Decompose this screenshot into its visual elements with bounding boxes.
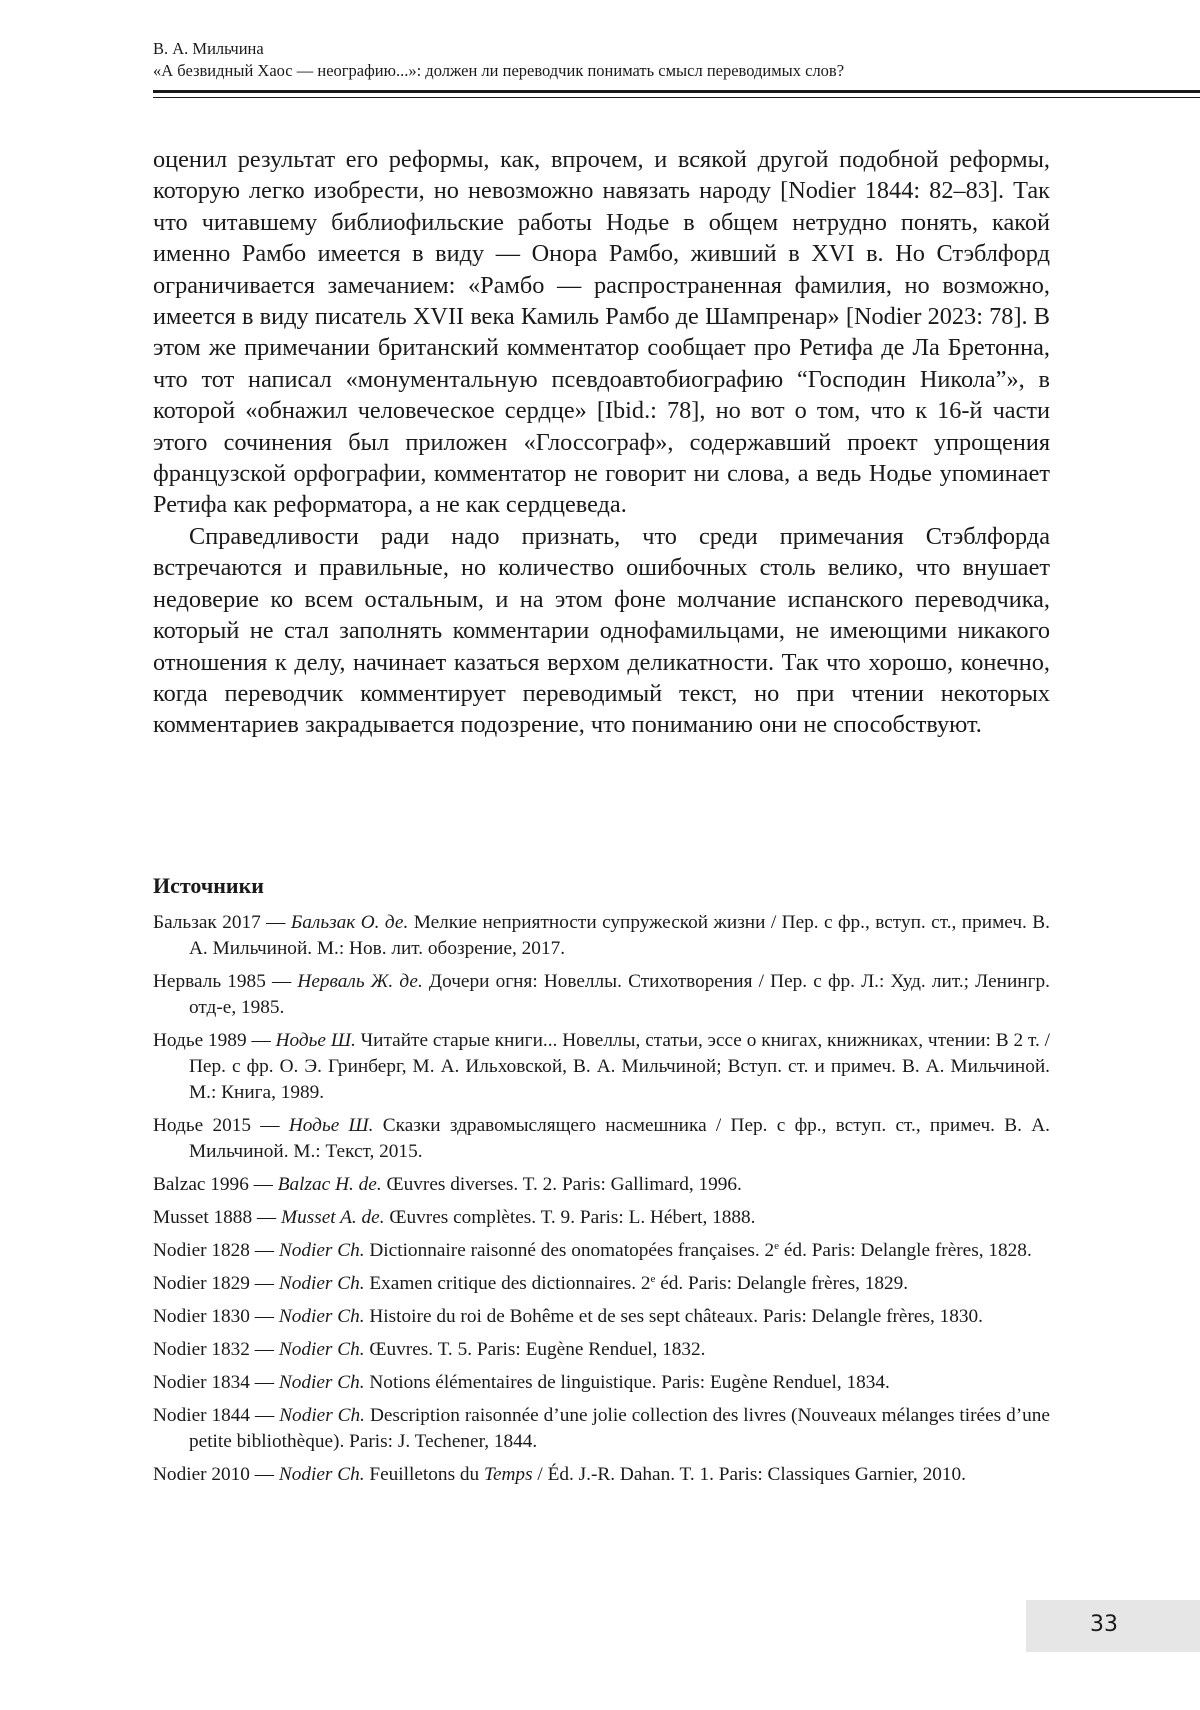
header-title: «А безвидный Хаос — неографию...»: должен ли переводчик понимать смысл переводимых слов?	[153, 60, 1200, 82]
reference-text: éd. Paris: Delangle frères, 1828.	[779, 1240, 1032, 1261]
reference-item	[153, 910, 1050, 962]
reference-author: Nodier Ch.	[279, 1273, 365, 1294]
reference-author: Нодье Ш.	[276, 1030, 356, 1051]
reference-key: Nodier 1834 —	[153, 1372, 279, 1393]
paragraph: оценил результат его реформы, как, впрочем, и всякой другой подобной реформы, которую легко изобрести, но невозможно навязать народу [Nodier 1844: 82–83]. Так что читавшему библиофильские работы Нодье в общем нетрудно понять, какой именно Рамбо имеется в виду — Онора Рамбо, живший в XVI в. Но Стэблфорд ограничивается замечанием: «Рамбо — распространенная фамилия, но возможно, имеется в виду писатель XVII века Камиль Рамбо де Шампренар» [Nodier 2023: 78]. В этом же примечании британский комментатор сообщает про Ретифа де Ла Бретонна, что тот написал «монументальную псевдоавтобиографию “Господин Никола”», в которой «обнажил человеческое сердце» [Ibid.: 78], но вот о том, что к 16-й части этого сочинения был приложен «Глоссограф», содержавший проект упрощения французской орфографии, комментатор не говорит ни слова, а ведь Нодье упоминает Ретифа как реформатора, а не как сердцеведа.	[153, 144, 1050, 521]
reference-author: Balzac H. de.	[278, 1174, 382, 1195]
reference-item	[153, 1462, 1050, 1488]
reference-author: Nodier Ch.	[279, 1405, 365, 1426]
reference-item	[153, 1238, 1050, 1264]
reference-text: Сказки здравомыслящего насмешника / Пер. с фр., вступ. ст., примеч. В. А. Мильчиной. М.: Текст, 2015.	[189, 1115, 1050, 1162]
reference-text: Œuvres complètes. T. 9. Paris: L. Hébert, 1888.	[385, 1207, 756, 1228]
reference-author: Нерваль Ж. де.	[297, 971, 422, 992]
reference-text: Œuvres diverses. T. 2. Paris: Gallimard, 1996.	[382, 1174, 742, 1195]
reference-item	[153, 1028, 1050, 1106]
reference-item	[153, 1370, 1050, 1396]
reference-item	[153, 1271, 1050, 1297]
reference-author: Nodier Ch.	[279, 1339, 365, 1360]
reference-list	[153, 910, 1050, 1495]
reference-item	[153, 1172, 1050, 1198]
page-number: 33	[1090, 1610, 1118, 1640]
reference-author: Nodier Ch.	[279, 1464, 365, 1485]
reference-item	[153, 1205, 1050, 1231]
reference-text: / Éd. J.-R. Dahan. T. 1. Paris: Classiques Garnier, 2010.	[533, 1464, 966, 1485]
paragraph: Справедливости ради надо признать, что среди примечания Стэблфорда встречаются и правильные, но количество ошибочных столь велико, что внушает недоверие ко всем остальным, и на этом фоне молчание испанского переводчика, который не стал заполнять комментарии однофамильцами, не имеющими никакого отношения к делу, начинает казаться верхом деликатности. Так что хорошо, конечно, когда переводчик комментирует переводимый текст, но при чтении некоторых комментариев закрадывается подозрение, что пониманию они не способствуют.	[153, 521, 1050, 741]
header-author: В. А. Мильчина	[153, 38, 1200, 60]
reference-key: Nodier 2010 —	[153, 1464, 279, 1485]
reference-key: Balzac 1996 —	[153, 1174, 278, 1195]
reference-superscript: e	[650, 1273, 655, 1285]
reference-key: Нодье 1989 —	[153, 1030, 276, 1051]
reference-text: Dictionnaire raisonné des onomatopées françaises. 2	[365, 1240, 775, 1261]
reference-text: éd. Paris: Delangle frères, 1829.	[655, 1273, 908, 1294]
reference-author: Nodier Ch.	[279, 1240, 365, 1261]
reference-text: Histoire du roi de Bohême et de ses sept châteaux. Paris: Delangle frères, 1830.	[365, 1306, 983, 1327]
reference-text: Мелкие неприятности супружеской жизни / Пер. с фр., вступ. ст., примеч. В. А. Мильчиной. М.: Нов. лит. обозрение, 2017.	[189, 912, 1050, 959]
reference-text: Читайте старые книги... Новеллы, статьи, эссе о книгах, книжниках, чтении: В 2 т. / Пер. с фр. О. Э. Гринберг, М. А. Ильховской, В. А. Мильчиной; Вступ. ст. и примеч. В. А. Мильчиной. М.: Книга, 1989.	[189, 1030, 1050, 1103]
header-rule-thick	[153, 90, 1200, 93]
reference-text: Дочери огня: Новеллы. Стихотворения / Пер. с фр. Л.: Худ. лит.; Ленингр. отд-е, 1985.	[189, 971, 1050, 1018]
reference-key: Nodier 1829 —	[153, 1273, 279, 1294]
reference-key: Nodier 1830 —	[153, 1306, 279, 1327]
reference-text: Feuilletons du	[365, 1464, 484, 1485]
reference-key: Нодье 2015 —	[153, 1115, 289, 1136]
reference-author: Nodier Ch.	[279, 1306, 365, 1327]
reference-text: Œuvres. T. 5. Paris: Eugène Renduel, 1832.	[365, 1339, 706, 1360]
header-rule-thin	[153, 97, 1200, 98]
reference-item	[153, 969, 1050, 1021]
reference-author: Musset A. de.	[281, 1207, 385, 1228]
reference-author: Нодье Ш.	[289, 1115, 374, 1136]
reference-title: Temps	[484, 1464, 533, 1485]
reference-key: Бальзак 2017 —	[153, 912, 291, 933]
reference-key: Нерваль 1985 —	[153, 971, 297, 992]
reference-key: Nodier 1844 —	[153, 1405, 279, 1426]
reference-item	[153, 1304, 1050, 1330]
header-rule	[153, 90, 1200, 98]
reference-text: Notions élémentaires de linguistique. Paris: Eugène Renduel, 1834.	[365, 1372, 890, 1393]
reference-text: Description raisonnée d’une jolie collection des livres (Nouveaux mélanges tirées d’une petite bibliothèque). Paris: J. Techener, 1844.	[189, 1405, 1050, 1452]
reference-item	[153, 1337, 1050, 1363]
running-header	[153, 38, 1200, 82]
reference-item	[153, 1403, 1050, 1455]
reference-key: Nodier 1828 —	[153, 1240, 279, 1261]
sources-heading: Источники	[153, 872, 264, 900]
reference-text: Examen critique des dictionnaires. 2	[365, 1273, 651, 1294]
reference-author: Nodier Ch.	[279, 1372, 365, 1393]
reference-superscript: e	[774, 1240, 779, 1252]
main-text	[153, 144, 1050, 741]
reference-key: Musset 1888 —	[153, 1207, 281, 1228]
reference-author: Бальзак О. де.	[291, 912, 408, 933]
reference-key: Nodier 1832 —	[153, 1339, 279, 1360]
reference-item	[153, 1113, 1050, 1165]
